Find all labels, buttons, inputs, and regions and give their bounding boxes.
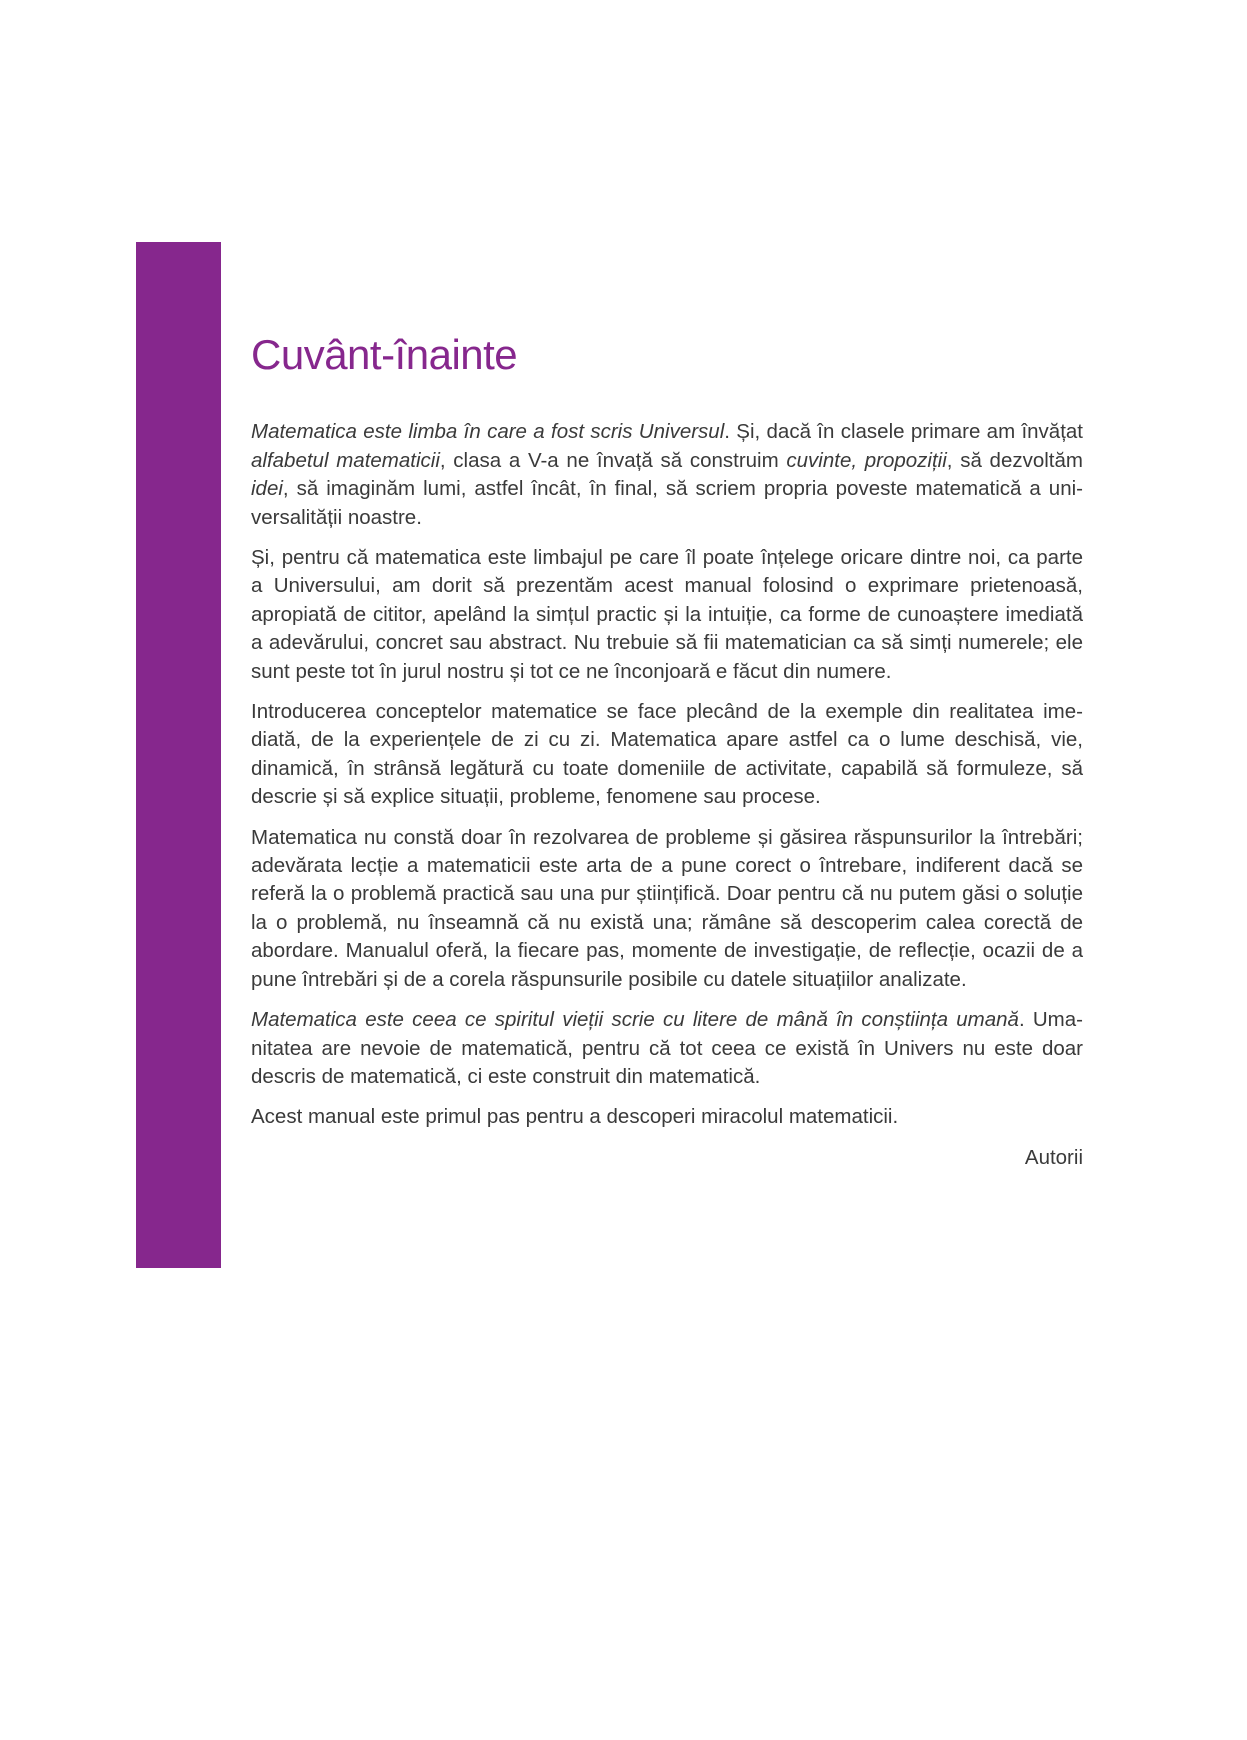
text-segment: Matematica este limba în care a fost scris Universul (251, 420, 725, 444)
paragraph-2 (251, 544, 1083, 686)
text-segment: Și, pentru că matematica este limbajul pe care îl poate înțelege oricare dintre noi, ca parte a Universului, am dorit să prezentăm acest manual folosind o exprimare prietenoasă, apropiată de cititor, apelând la simțul practic și la intuiție, ca forme de cunoaștere imediată a adevărului, concret sau abstract. Nu trebuie să fii matematician ca să simți numerele; ele sunt peste tot în jurul nostru și tot ce ne înconjoară e făcut din numere. (251, 546, 1083, 683)
text-segment: , să dezvoltăm (946, 448, 1083, 472)
preface-content (251, 330, 1083, 1172)
text-segment: cuvinte, propoziții (786, 448, 947, 472)
text-segment: Matematica nu constă doar în rezolvarea de probleme și găsirea răspunsurilor la întrebări; adevărata lecție a matematicii este arta de a pune corect o întrebare, indiferent dacă se referă la o problemă practică sau una pur științifică. Doar pentru că nu putem găsi o soluție la o problemă, nu înseamnă că nu există una; rămâne să descoperim calea corectă de abordare. Manualul oferă, la fiecare pas, momente de investigație, de reflecție, ocazii de a pune întrebări și de a corela răspunsurile posibile cu datele situațiilor analizate. (251, 825, 1083, 991)
paragraph-3 (251, 698, 1083, 812)
accent-sidebar-bar (136, 242, 221, 1268)
paragraph-4 (251, 824, 1083, 994)
signature: Autorii (1024, 1145, 1083, 1169)
text-segment: idei (251, 477, 283, 501)
text-segment: . Și, dacă în clasele primare am învățat (724, 420, 1084, 444)
paragraph-5 (251, 1006, 1083, 1091)
paragraph-1 (251, 418, 1083, 532)
text-segment: alfabetul matematicii (251, 448, 440, 472)
page-title: Cuvânt-înainte (251, 331, 518, 378)
text-segment: . Umanitatea are nevoie de matematică, pentru că tot ceea ce există în Univers nu este doar descris de matematică, ci este construit din matematică. (251, 1008, 1083, 1088)
text-segment: , clasa a V-a ne învață să construim (439, 448, 787, 472)
text-segment: Acest manual este primul pas pentru a descoperi miracolul matematicii. (251, 1105, 899, 1129)
text-segment: Matematica este ceea ce spiritul vieții scrie cu litere de mână în conștiința umană (251, 1008, 1019, 1032)
paragraph-6 (251, 1103, 1083, 1131)
text-segment: , să imaginăm lumi, astfel încât, în final, să scriem propria poveste matematică a universalității noastre. (251, 477, 1083, 529)
text-segment: Introducerea conceptelor matematice se face plecând de la exemple din realitatea imediată, de la experiențele de zi cu zi. Matematica apare astfel ca o lume deschisă, vie, dinamică, în strânsă legătură cu toate domeniile de activitate, capabilă să formuleze, să descrie și să explice situații, probleme, fenomene sau procese. (251, 700, 1083, 809)
